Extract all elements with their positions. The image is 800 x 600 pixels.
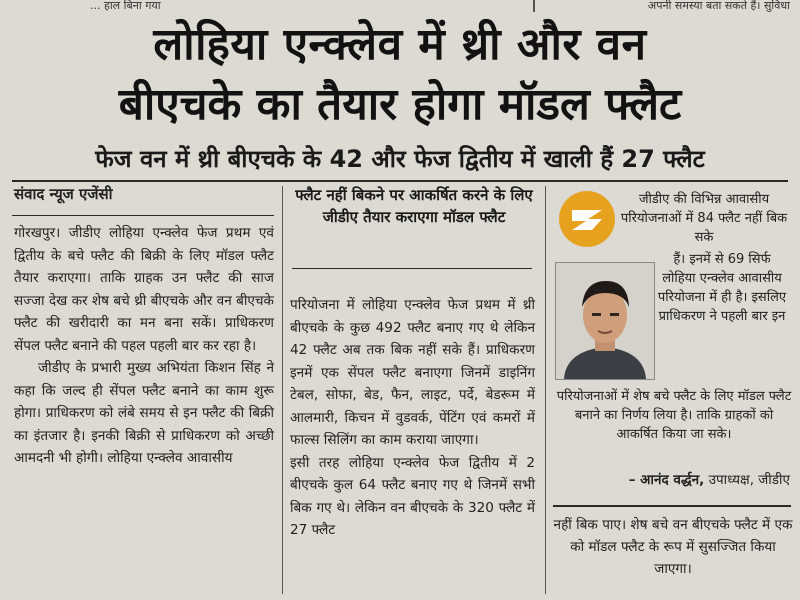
article-column-1 (14, 222, 274, 470)
headline-line-2: बीएचके का तैयार होगा मॉडल फ्लैट (118, 79, 682, 130)
column1-paragraph-2: जीडीए के प्रभारी मुख्य अभियंता किशन सिंह ने कहा कि जल्द ही सेंपल फ्लैट बनाने का काम शुरू होगा। प्राधिकरण को लंबे समय से इन फ्लैट की बिक्री का इंतजार है। इनकी बिक्री से प्राधिकरण को अच्छी आमदनी भी होगी। लोहिया एन्क्लेव आवासीय (14, 360, 274, 466)
attribution-title: उपाध्यक्ष, जीडीए (708, 472, 790, 488)
column2-paragraph-1: परियोजना में लोहिया एन्क्लेव फेज प्रथम में थ्री बीएचके के कुछ 492 फ्लैट बनाए गए थे लेकिन 42 फ्लैट अब तक बिक नहीं सके हैं। प्राधिकरण इनमें एक सेंपल फ्लैट बनाएगा जिनमें डाइनिंग टेबल, सोफा, बेड, फैन, लाइट, पर्दे, बेडरूम में आलमारी, किचन में वुडवर्क, पेंटिंग एवं कमरों में फाल्स सिलिंग का काम कराया जाएगा। (290, 297, 535, 448)
quote-part-1: जीडीए की विभिन्न आवासीय परियोजनाओं में 84 फ्लैट नहीं बिक सके (620, 192, 788, 245)
pull-quote-rule (292, 268, 532, 269)
column2-paragraph-2: इसी तरह लोहिया एन्क्लेव फेज द्वितीय में 2 बीएचके कुल 64 फ्लैट बनाए गए थे जिनमें सभी बिक गए थे। लेकिन वन बीएचके के 320 फ्लैट में 27 फ्लैट (290, 454, 535, 538)
article-column-2 (290, 294, 535, 542)
quote-part-3: परियोजनाओं में शेष बचे फ्लैट के लिए मॉडल फ्लैट बनाने का निर्णय लिया है। ताकि ग्राहकों को आकर्षित किया जा सके। (556, 389, 792, 442)
column1-paragraph-1: गोरखपुर। जीडीए लोहिया एन्क्लेव फेज प्रथम एवं द्वितीय के बचे फ्लैट की बिक्री के लिए मॉडल फ्लैट तैयार कराएगा। ताकि ग्राहक उन फ्लैट की साज सज्जा देख कर शेष बचे थ्री बीएचके और वन बीएचके फ्लैट की खरीदारी का मन बना सकें। प्राधिकरण सेंपल फ्लैट बनाने की पहल पहली बार कर रहा है। (14, 225, 274, 354)
quote-box-rule (553, 505, 791, 507)
portrait-photo (555, 262, 655, 380)
article-column-4: नहीं बिक पाए। शेष बचे वन बीएचके फ्लैट में एक को मॉडल फ्लैट के रूप में सुसज्जित किया जाएगा। (553, 517, 793, 577)
quote-attribution (560, 470, 790, 488)
top-strip (0, 0, 800, 14)
byline-divider (12, 215, 274, 216)
byline: संवाद न्यूज एजेंसी (14, 185, 113, 203)
headline-line-1: लोहिया एन्क्लेव में थ्री और वन (153, 19, 647, 70)
attribution-name: – आनंद वर्द्धन, (628, 472, 705, 488)
subheadline: फेज वन में थ्री बीएचके के 42 और फेज द्वितीय में खाली हैं 27 फ्लैट (95, 145, 705, 173)
top-strip-divider (533, 0, 535, 12)
gda-logo-icon (558, 190, 616, 248)
column-divider-1 (282, 186, 283, 594)
pull-quote: फ्लैट नहीं बिकने पर आकर्षित करने के लिए जीडीए तैयार कराएगा मॉडल फ्लैट (295, 186, 533, 226)
headline-divider (12, 180, 788, 182)
quote-part-2: हैं। इनमें से 69 सिर्फ लोहिया एन्क्लेव आवासीय परियोजना में ही है। इसलिए प्राधिकरण ने पहली बार इन (657, 252, 787, 324)
column-divider-2 (545, 186, 546, 594)
top-strip-left: ... हाल बिना गया (90, 0, 161, 12)
top-strip-right: अपनी समस्या बता सकते हैं। सुविधा (647, 0, 790, 12)
